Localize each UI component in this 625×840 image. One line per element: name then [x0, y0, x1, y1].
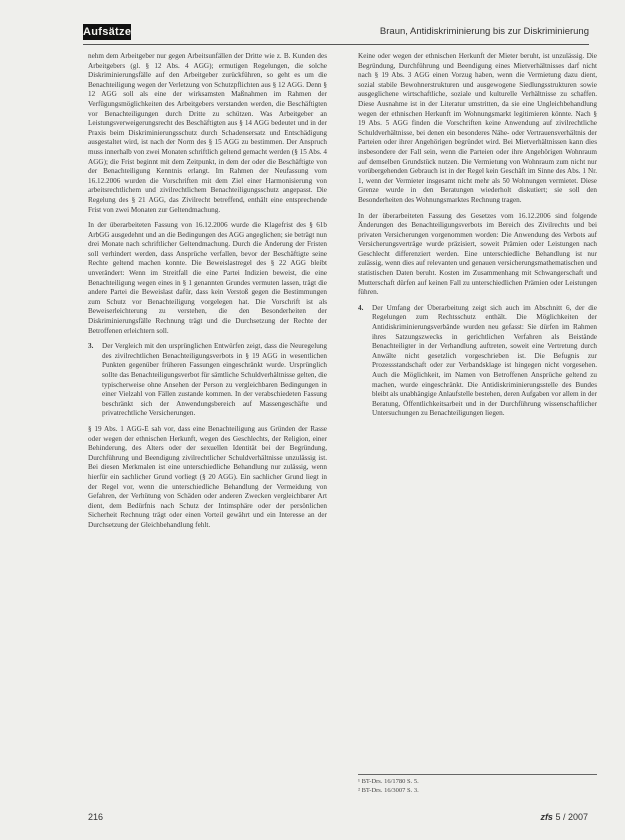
- journal-logo: zfs: [540, 812, 553, 822]
- paragraph-number: 4.: [358, 303, 364, 312]
- footnote-1: ¹ BT-Drs. 16/1780 S. 5.: [358, 778, 419, 785]
- issue-number: 5 / 2007: [555, 812, 588, 822]
- journal-issue: [540, 812, 588, 822]
- page-number: 216: [88, 812, 104, 822]
- paragraph-number: 3.: [88, 342, 94, 351]
- numbered-paragraph-4: [358, 304, 597, 419]
- left-paragraph-1: nehm dem Arbeitgeber nur gegen Arbeitsunfällen der Dritte wie z. B. Kunden des Arbeitgebers (gl. § 12 Abs. 4 AGG); ermutigen Regelungen, die solche Diskriminierungsfälle auf den Arbeitgeber zurückführen, so geht es um die Benachteiligung wegen der Verletzung von Schutzpflichten aus § 12 AGG. Denn § 12 AGG soll als eine der wirksamsten Maßnahmen im Rahmen der Verfügungsmöglichkeiten des Arbeitgebers verstanden werden, die Beschäftigten vor Benachteiligungen durch Dritte zu schützen. Was Arbeitgeber an Leistungsverweigerungsrecht des Beschäftigten aus § 14 AGG bedeutet und in der Praxis beim Diskriminierungsschutz durch Schadensersatz und Entschädigung ausgestaltet wird, ist nach der Norm des § 15 AGG zu bestimmen. Der Anspruch muss innerhalb von zwei Monaten schriftlich geltend gemacht werden (§ 15 Abs. 4 AGG); die Frist beginnt mit dem Zeitpunkt, in dem der oder die Beschäftigte von der Benachteiligung Kenntnis erlangt. Im Rahmen der Neufassung vom 16.12.2006 wurden die Vorschriften mit dem Ziel einer Harmonisierung von arbeitsrechtlichem und zivilrechtlichem Benachteiligungsschutz angepasst. Die Regelung des § 21 AGG, das Zivilrecht betreffend, enthält eine entsprechende Frist von zwei Monaten zur Geltendmachung.: [88, 52, 327, 214]
- paragraph-text: Der Umfang der Überarbeitung zeigt sich auch im Abschnitt 6, der die Regelungen zum Rechtsschutz enthält. Die Möglichkeiten der Antidiskriminierungsverbände wurden neu gefasst: Sie dürfen im Rahmen ihres Satzungszwecks in gerichtlichen Verfahren als Beistände Benachteiligter in der Verhandlung auftreten, soweit eine Vertretung durch Anwälte nicht gesetzlich vorgeschrieben ist. Die Befugnis zur Prozessstandschaft oder zur Verbandsklage ist hingegen nicht vorgesehen. Auch die Möglichkeit, im Namen von Betroffenen Ansprüche geltend zu machen, wurde eingeschränkt. Die Antidiskriminierungsstelle des Bundes bleibt als unabhängige Anlaufstelle bestehen, deren Aufgaben vor allem in der Beratung, Öffentlichkeitsarbeit und in der Durchführung wissenschaftlicher Untersuchungen zu Benachteiligungen liegen.: [372, 303, 597, 418]
- right-column: [358, 52, 597, 425]
- section-logo: Aufsätze: [83, 26, 132, 38]
- left-paragraph-2: In der überarbeiteten Fassung von 16.12.2006 wurde die Klagefrist des § 61b ArbGG ausgedehnt und an die Bedingungen des AGG angeglichen; sie beträgt nun drei Monate nach schriftlicher Geltendmachung. Durch die Änderung der Fristen soll verhindert werden, dass Ansprüche verfallen, bevor der Beschäftigte seine Rechte geltend machen konnte. Die Beweislastregel des § 22 AGG bleibt unverändert: Wenn im Streitfall die eine Partei Indizien beweist, die eine Benachteiligung wegen eines in § 1 genannten Grundes vermuten lassen, trägt die andere Partei die Beweislast dafür, dass kein Verstoß gegen die Bestimmungen zum Schutz vor Benachteiligung vorgelegen hat. Die Vorschrift ist als Beweiserleichterung zu verstehen, die den Besonderheiten der Diskriminierungsfälle Rechnung trägt und die Durchsetzung der Rechte der Betroffenen erleichtern soll.: [88, 221, 327, 335]
- left-paragraph-4: § 19 Abs. 1 AGG-E sah vor, dass eine Benachteiligung aus Gründen der Rasse oder wegen der ethnischen Herkunft, wegen des Geschlechts, der Religion, einer Behinderung, des Alters oder der sexuellen Identität bei der Begründung, Durchführung und Beendigung zivilrechtlicher Schuldverhältnisse unzulässig ist. Bei diesen Merkmalen ist eine unterschiedliche Behandlung nur zulässig, wenn hierfür ein sachlicher Grund vorliegt (§ 20 AGG). Ein sachlicher Grund liegt in der Regel vor, wenn die unterschiedliche Behandlung der Vermeidung von Gefahren, der Verhütung von Schäden oder anderen Zwecken vergleichbarer Art dient, dem Bedürfnis nach Schutz der Intimsphäre oder der persönlichen Sicherheit Rechnung trägt oder einen Vorteil gewährt und ein Interesse an der Durchsetzung der Gleichbehandlung fehlt.: [88, 424, 327, 529]
- numbered-paragraph-3: [88, 342, 327, 419]
- right-paragraph-2: In der überarbeiteten Fassung des Gesetzes vom 16.12.2006 sind folgende Änderungen des Benachteiligungsverbots im Bereich des Zivilrechts und bei privaten Versicherungen vorgenommen worden: Die Anwendung des Verbots auf Versicherungsverträge wurde präzisiert, soweit Prämien oder Leistungen nach Geschlecht differenziert werden. Eine unterschiedliche Behandlung ist nur zulässig, wenn dies auf relevanten und genauen versicherungsmathematischen und statistischen Daten beruht. Kosten im Zusammenhang mit Schwangerschaft und Mutterschaft dürfen auf keinen Fall zu unterschiedlichen Prämien oder Leistungen führen.: [358, 211, 597, 297]
- page-header: [83, 24, 589, 42]
- running-title: Braun, Antidiskriminierung bis zur Diskriminierung: [379, 26, 589, 37]
- footnote-2: ² BT-Drs. 16/3007 S. 3.: [358, 786, 419, 794]
- page-footer: [88, 812, 588, 826]
- footnotes: [358, 774, 597, 795]
- right-paragraph-1: Keine oder wegen der ethnischen Herkunft der Mieter beruht, ist unzulässig. Die Begründung, Durchführung und Beendigung eines Mietverhältnisses darf nicht nach § 19 Abs. 3 AGG einen Vorzug haben, wenn die Vermietung dazu dient, sozial stabile Bewohnerstrukturen und ausgewogene Siedlungsstrukturen sowie ausgeglichene wirtschaftliche, soziale und kulturelle Verhältnisse zu schaffen. Diese Ausnahme ist in der Literatur umstritten, da sie eine Ungleichbehandlung wegen der ethnischen Herkunft im Wohnungsmarkt legitimieren könnte. Nach § 19 Abs. 5 AGG finden die Vorschriften keine Anwendung auf zivilrechtliche Schuldverhältnisse, bei denen ein besonderes Nähe- oder Vertrauensverhältnis der Parteien oder ihrer Angehörigen begründet wird. Bei Mietverhältnissen kann dies insbesondere der Fall sein, wenn die Parteien oder ihre Angehörigen Wohnraum auf demselben Grundstück nutzen. Die Vermietung von Wohnraum zum nicht nur vorübergehenden Gebrauch ist in der Regel kein Geschäft im Sinne des Abs. 1 Nr. 1, wenn der Vermieter insgesamt nicht mehr als 50 Wohnungen vermietet. Diese Grenze wurde in den Beratungen wiederholt diskutiert; sie soll den Besonderheiten des Wohnungsmarktes Rechnung tragen.: [358, 52, 597, 204]
- left-column: [88, 52, 327, 537]
- header-rule: [83, 44, 589, 45]
- paragraph-text: Der Vergleich mit den ursprünglichen Entwürfen zeigt, dass die Neuregelung des zivilrechtlichen Benachteiligungsverbots in § 19 AGG in wesentlichen Punkten gegenüber früheren Fassungen eingeschränkt wurde. Ursprünglich sollte das Benachteiligungsverbot für sämtliche Schuldverhältnisse gelten, die typischerweise ohne Ansehen der Person zu vergleichbaren Bedingungen in einer Vielzahl von Fällen zustande kommen. In der verabschiedeten Fassung beschränkt sich der Anwendungsbereich auf Massengeschäfte und privatrechtliche Versicherungen.: [102, 342, 327, 418]
